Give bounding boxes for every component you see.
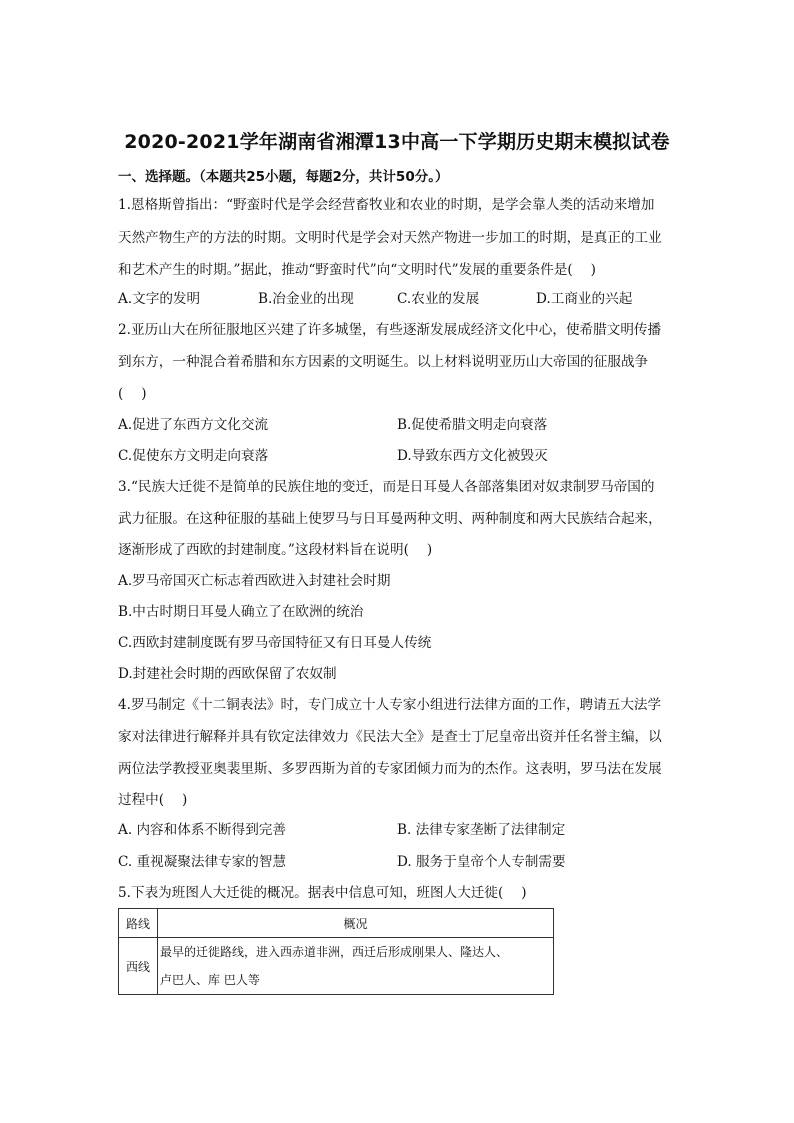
table-header-route: 路线 bbox=[119, 909, 158, 938]
question-1-line-1: 1.恩格斯曾指出：“野蛮时代是学会经营畜牧业和农业的时期，是学会靠人类的活动来增加 bbox=[118, 197, 655, 213]
question-1-options bbox=[118, 291, 678, 307]
question-4-line-1: 4.罗马制定《十二铜表法》时，专门成立十人专家小组进行法律方面的工作，聘请五大法学 bbox=[118, 697, 662, 713]
question-4-line-3: 两位法学教授亚奥裴里斯、多罗西斯为首的专家团倾力而为的杰作。这表明，罗马法在发展 bbox=[118, 761, 662, 777]
q3-option-c[interactable]: C.西欧封建制度既有罗马帝国特征又有日耳曼人传统 bbox=[118, 635, 432, 651]
table-header-overview: 概况 bbox=[158, 909, 554, 938]
question-2-line-3: ( ) bbox=[118, 386, 147, 402]
q4-option-d[interactable]: D. 服务于皇帝个人专制需要 bbox=[397, 854, 566, 870]
table-cell-route: 西线 bbox=[119, 938, 158, 995]
question-1-line-2: 天然产物生产的方法的时期。文明时代是学会对天然产物进一步加工的时期，是真正的工业 bbox=[118, 230, 662, 246]
q1-option-c[interactable]: C.农业的发展 bbox=[397, 291, 480, 307]
question-2-line-1: 2.亚历山大在所征服地区兴建了许多城堡，有些逐渐发展成经济文化中心，使希腊文明传播 bbox=[118, 322, 662, 338]
q1-option-b[interactable]: B.冶金业的出现 bbox=[258, 291, 354, 307]
q4-option-b[interactable]: B. 法律专家垄断了法律制定 bbox=[397, 822, 566, 838]
section-heading: 一、选择题。（本题共25小题，每题2分，共计50分。） bbox=[118, 169, 449, 185]
q2-option-b[interactable]: B.促使希腊文明走向衰落 bbox=[397, 417, 548, 433]
q3-option-a[interactable]: A.罗马帝国灭亡标志着西欧进入封建社会时期 bbox=[118, 573, 391, 589]
q2-option-c[interactable]: C.促使东方文明走向衰落 bbox=[118, 448, 269, 464]
question-4-line-4: 过程中( ) bbox=[118, 792, 188, 808]
q2-option-a[interactable]: A.促进了东西方文化交流 bbox=[118, 417, 269, 433]
overview-line-2: 卢巴人、库 巴人等 bbox=[160, 973, 260, 987]
q3-option-b[interactable]: B.中古时期日耳曼人确立了在欧洲的统治 bbox=[118, 604, 364, 620]
question-3-line-3: 逐渐形成了西欧的封建制度。”这段材料旨在说明( ) bbox=[118, 542, 433, 558]
exam-title: 2020-2021学年湖南省湘潭13中高一下学期历史期末模拟试卷 bbox=[124, 131, 670, 153]
question-2-line-2: 到东方，一种混合着希腊和东方因素的文明诞生。以上材料说明亚历山大帝国的征服战争 bbox=[118, 354, 649, 370]
question-2-options-row-1 bbox=[118, 417, 678, 433]
overview-line-1: 最早的迁徙路线，进入西赤道非洲，西迁后形成刚果人、隆达人、 bbox=[160, 945, 509, 959]
question-3-line-2: 武力征服。在这种征服的基础上使罗马与日耳曼两种文明、两种制度和两大民族结合起来， bbox=[118, 511, 662, 527]
q1-option-a[interactable]: A.文字的发明 bbox=[118, 291, 201, 307]
q4-option-c[interactable]: C. 重视凝聚法律专家的智慧 bbox=[118, 854, 287, 870]
question-4-options-row-1 bbox=[118, 822, 678, 838]
q3-option-d[interactable]: D.封建社会时期的西欧保留了农奴制 bbox=[118, 666, 337, 682]
table-cell-overview bbox=[158, 938, 554, 995]
question-4-options-row-2 bbox=[118, 854, 678, 870]
table-row bbox=[119, 938, 554, 995]
question-2-options-row-2 bbox=[118, 448, 678, 464]
q2-option-d[interactable]: D.导致东西方文化被毁灭 bbox=[397, 448, 548, 464]
question-3-line-1: 3.“民族大迁徙不是简单的民族住地的变迁，而是日耳曼人各部落集团对奴隶制罗马帝国的 bbox=[118, 479, 655, 495]
q1-option-d[interactable]: D.工商业的兴起 bbox=[536, 291, 633, 307]
question-1-line-3: 和艺术产生的时期。”据此，推动“野蛮时代”向“文明时代”发展的重要条件是( ) bbox=[118, 262, 596, 278]
table-header-row bbox=[119, 909, 554, 938]
q4-option-a[interactable]: A. 内容和体系不断得到完善 bbox=[118, 822, 286, 838]
question-5-line-1: 5.下表为班图人大迁徙的概况。据表中信息可知，班图人大迁徙( ) bbox=[118, 885, 527, 901]
migration-table bbox=[118, 908, 554, 995]
question-4-line-2: 家对法律进行解释并具有钦定法律效力《民法大全》是查士丁尼皇帝出资并任名誉主编，以 bbox=[118, 729, 662, 745]
